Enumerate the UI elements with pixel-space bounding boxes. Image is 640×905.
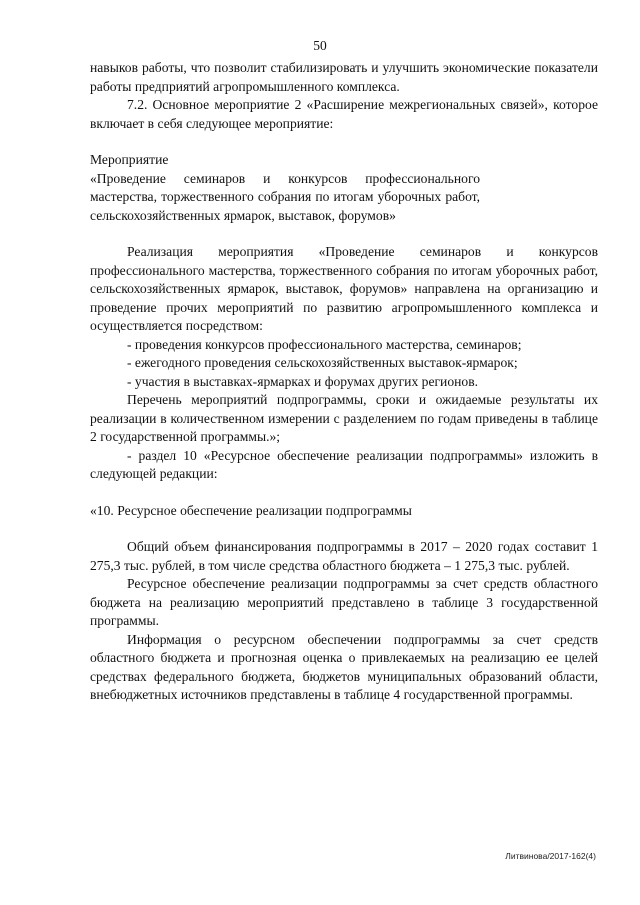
event-heading: Мероприятие [90, 152, 169, 167]
paragraph-continuation: навыков работы, что позволит стабилизировать и улучшить экономические показатели работы предприятий агропромышленного комплекса. [90, 60, 598, 94]
paragraph-resource-info: Информация о ресурсном обеспечении подпрограммы за счет средств областного бюджета и прогнозная оценка о привлекаемых на реализацию ее целей средствах федерального бюджета, бюджетов муниципальных образований области, внебюджетных источников представлены в таблице 4 государственной программы. [90, 631, 598, 702]
section-title: «10. Ресурсное обеспечение реализации подпрограммы [90, 502, 412, 518]
document-body [90, 59, 598, 705]
paragraph-section-10-intro: - раздел 10 «Ресурсное обеспечение реализации подпрограммы» изложить в следующей редакции: [90, 447, 598, 481]
document-footer-code: Литвинова/2017-162(4) [505, 851, 596, 861]
paragraph-implementation: Реализация мероприятия «Проведение семинаров и конкурсов профессионального мастерства, торжественного собрания по итогам уборочных работ, сельскохозяйственных ярмарок, выставок, форумов» направлена на организацию и проведение прочих мероприятий по развитию агропромышленного комплекса и осуществляется посредством: [90, 244, 598, 333]
bullet-item: - участия в выставках-ярмарках и форумах других регионов. [127, 373, 479, 389]
page-number: 50 [313, 38, 327, 53]
bullet-item: - проведения конкурсов профессионального мастерства, семинаров; [127, 336, 522, 352]
paragraph-list-of-events: Перечень мероприятий подпрограммы, сроки и ожидаемые результаты их реализации в количественном измерении с разделением по годам приведены в таблице 2 государственной программы.»; [90, 392, 598, 444]
paragraph-financing: Общий объем финансирования подпрограммы в 2017 – 2020 годах составит 1 275,3 тыс. рублей, в том числе средства областного бюджета – 1 275,3 тыс. рублей. [90, 539, 598, 573]
paragraph-resource-support: Ресурсное обеспечение реализации подпрограммы за счет средств областного бюджета на реализацию мероприятий представлено в таблице 3 государственной программы. [90, 576, 598, 628]
bullet-item: - ежегодного проведения сельскохозяйственных выставок-ярмарок; [127, 355, 518, 370]
paragraph-main-event-2: 7.2. Основное мероприятие 2 «Расширение межрегиональных связей», которое включает в себя следующее мероприятие: [90, 97, 598, 131]
event-title: «Проведение семинаров и конкурсов профессионального мастерства, торжественного собрания по итогам уборочных работ, сельскохозяйственных ярмарок, выставок, форумов» [90, 170, 480, 223]
